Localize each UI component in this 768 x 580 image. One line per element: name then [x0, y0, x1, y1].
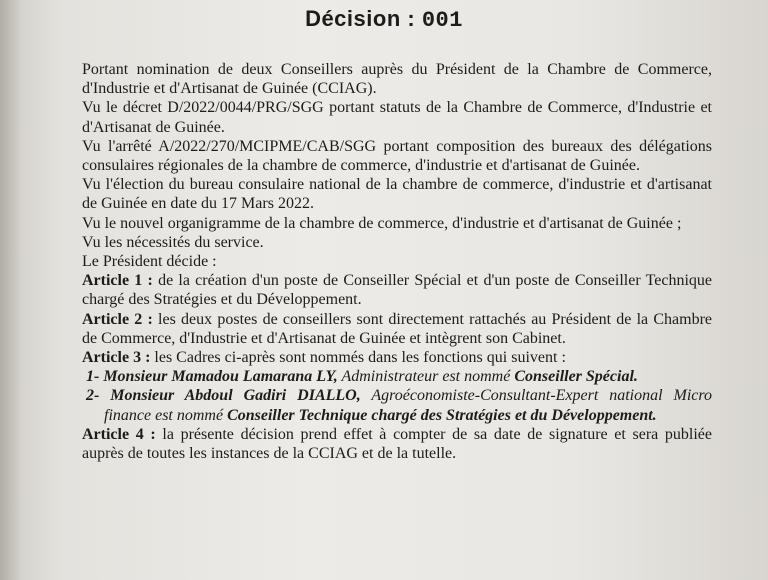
article-1	[82, 271, 712, 309]
nomination-2-role: Conseiller Technique chargé des Stratégies et du Développement.	[227, 406, 657, 424]
article-2-label: Article 2 :	[82, 310, 153, 328]
nomination-1-role: Conseiller Spécial.	[514, 368, 638, 386]
portant-paragraph: Portant nomination de deux Conseillers auprès du Président de la Chambre de Commerce, d'Industrie et d'Artisanat de Guinée (CCIAG).	[82, 61, 712, 98]
decision-title-label: Décision :	[305, 6, 422, 31]
article-3-text: les Cadres ci-après sont nommés dans les fonctions qui suivent :	[150, 349, 566, 367]
vu-election: Vu l'élection du bureau consulaire national de la chambre de commerce, d'industrie et d'artisanat de Guinée en date du 17 Mars 2022.	[82, 176, 712, 213]
decision-body	[82, 60, 712, 463]
decision-title	[0, 6, 768, 33]
page-edge-shadow	[0, 0, 22, 580]
nomination-2-mid: Agroéconomiste-Consultant-Expert national Micro finance est nommé	[104, 387, 713, 424]
article-2	[82, 310, 712, 348]
nomination-1-mid: Administrateur est nommé	[337, 368, 515, 386]
vu-necessites: Vu les nécessités du service.	[82, 233, 264, 251]
decision-number: 001	[421, 8, 463, 33]
article-1-text: de la création d'un poste de Conseiller Spécial et d'un poste de Conseiller Technique chargé des Stratégies et du Développement.	[82, 272, 712, 309]
article-3	[82, 348, 712, 367]
article-4	[82, 425, 712, 463]
nomination-2-name: 2- Monsieur Abdoul Gadiri DIALLO,	[86, 387, 361, 405]
nomination-2	[82, 386, 712, 424]
article-4-label: Article 4 :	[82, 425, 156, 443]
article-4-text: la présente décision prend effet à compter de sa date de signature et sera publiée auprès de toutes les instances de la CCIAG et de la tutelle.	[82, 425, 713, 463]
vu-decret: Vu le décret D/2022/0044/PRG/SGG portant statuts de la Chambre de Commerce, d'Industrie et d'Artisanat de Guinée.	[82, 99, 712, 136]
vu-arrete: Vu l'arrêté A/2022/270/MCIPME/CAB/SGG portant composition des bureaux des délégations consulaires régionales de la chambre de commerce, d'industrie et d'artisanat de Guinée.	[82, 137, 712, 175]
nomination-1-name: 1- Monsieur Mamadou Lamarana LY,	[86, 368, 338, 386]
article-2-text: les deux postes de conseillers sont directement rattachés au Président de la Chambre de Commerce, d'Industrie et d'Artisanat de Guinée et intègrent son Cabinet.	[82, 310, 713, 347]
article-3-label: Article 3 :	[82, 349, 151, 367]
nomination-1	[82, 367, 712, 386]
president-decide: Le Président décide :	[82, 253, 217, 271]
vu-organigramme: Vu le nouvel organigramme de la chambre de commerce, d'industrie et d'artisanat de Guinée ;	[82, 214, 682, 232]
article-1-label: Article 1 :	[82, 272, 153, 290]
